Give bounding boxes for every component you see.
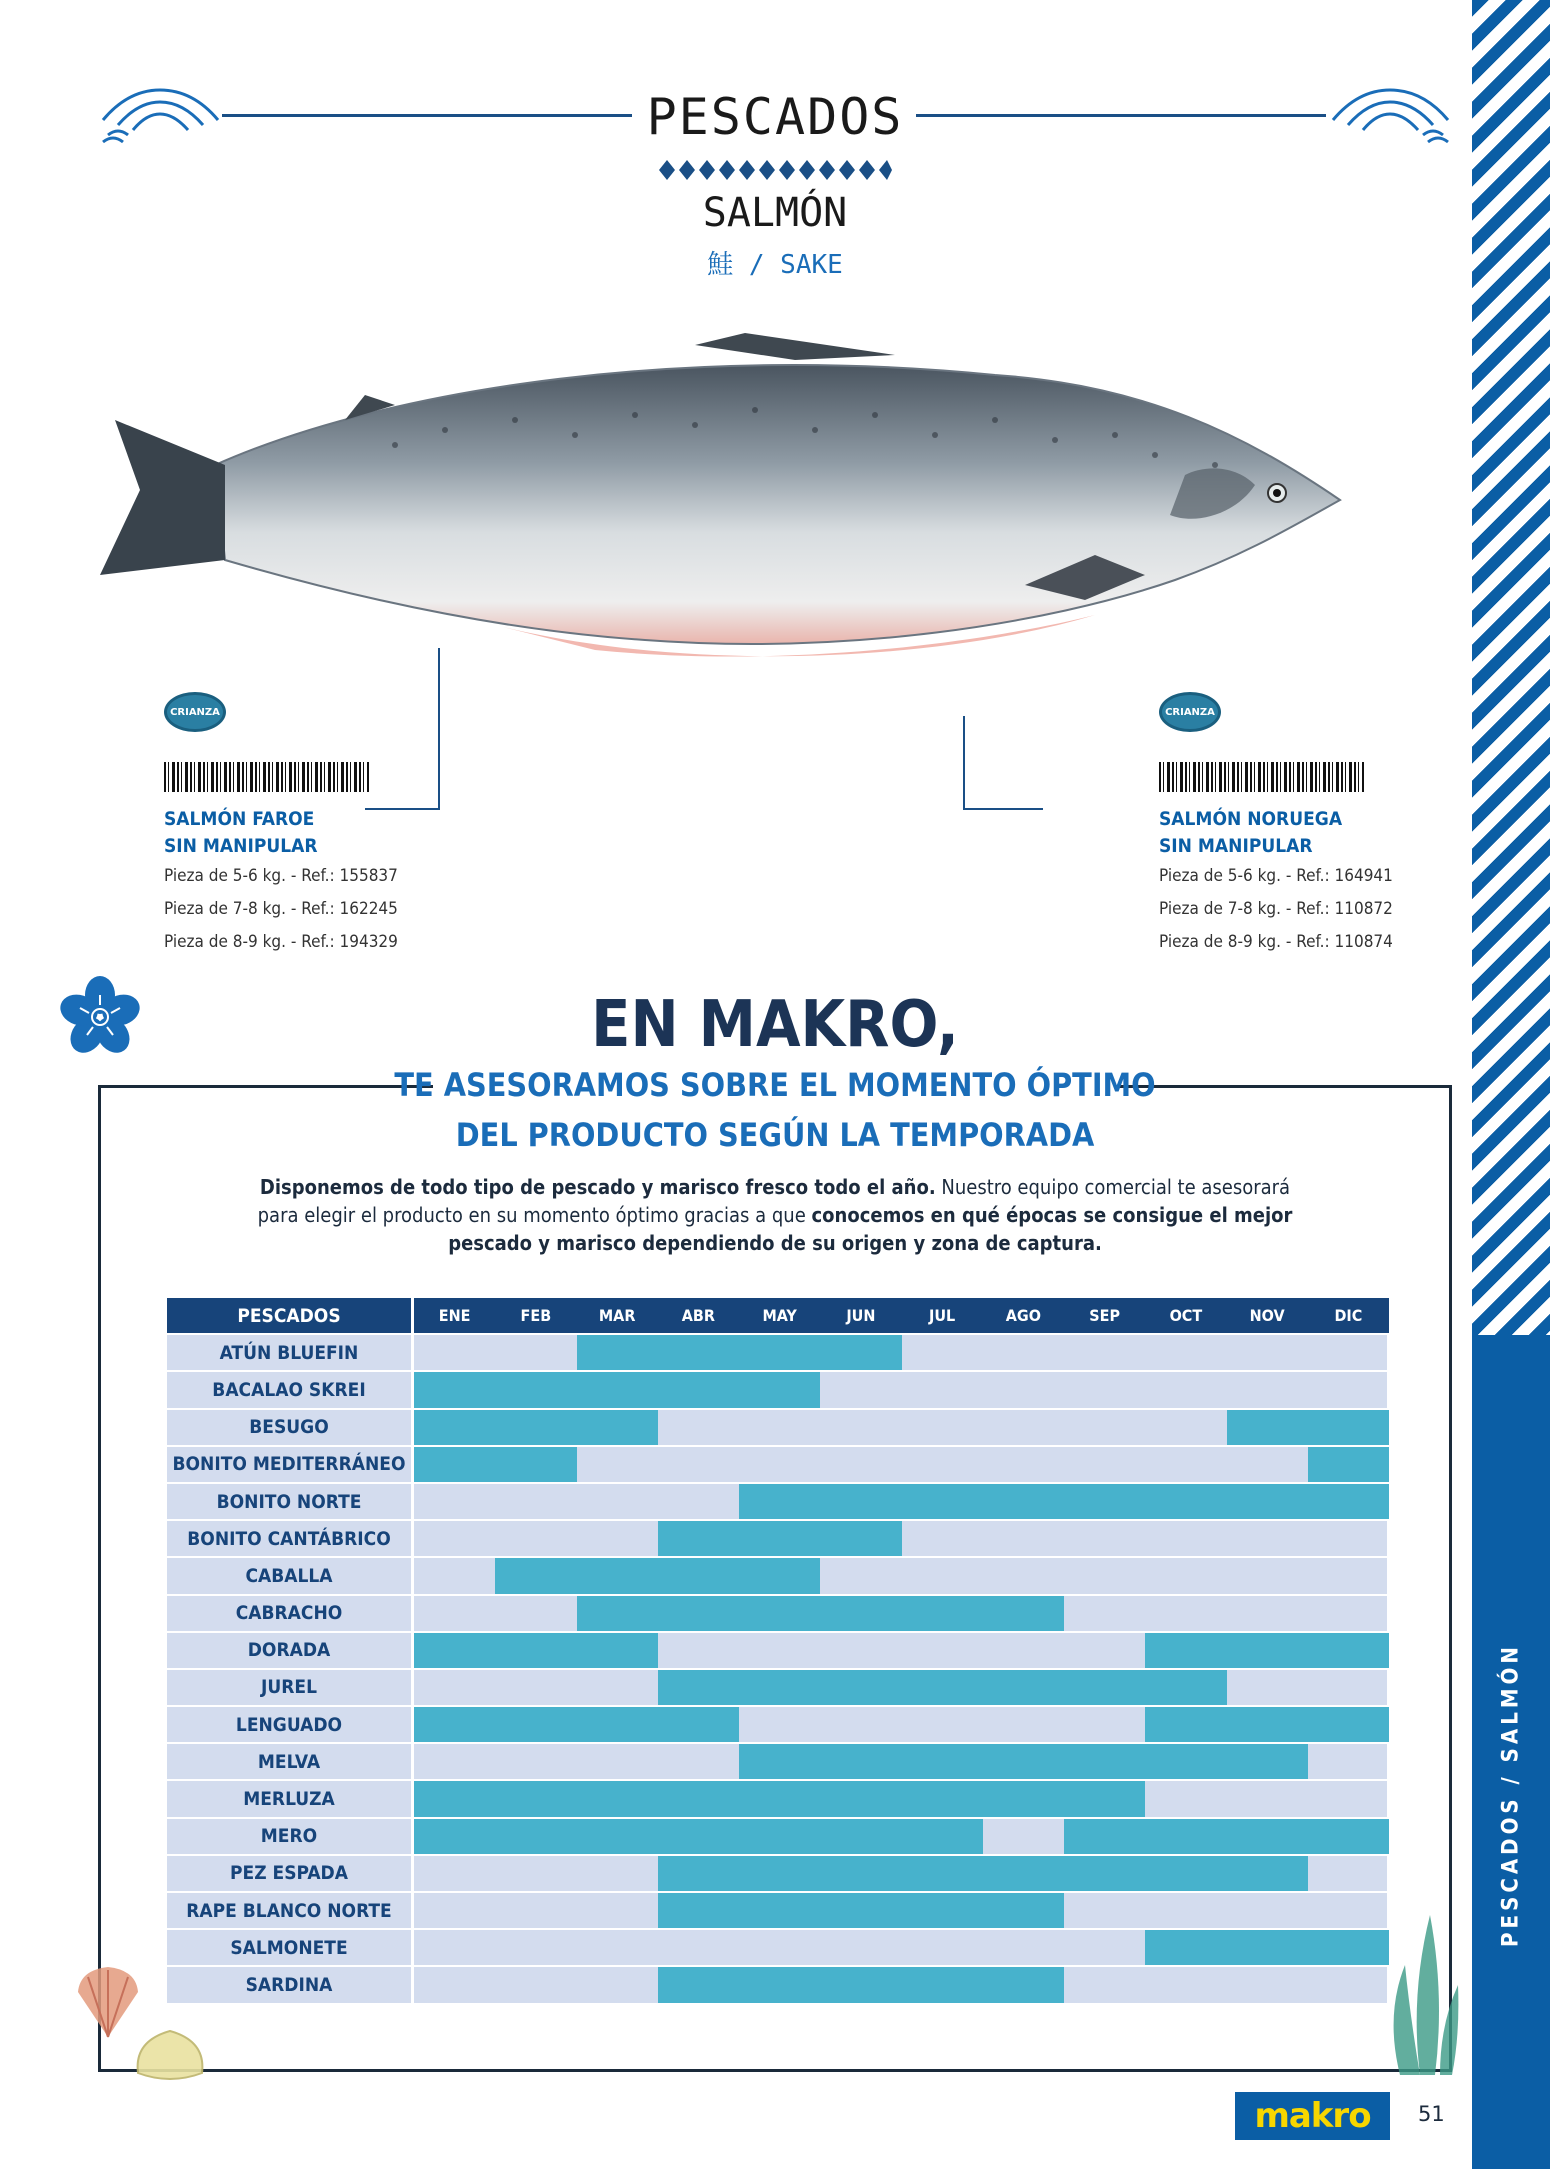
season-bar: [1227, 1410, 1390, 1445]
month-header: ENE: [414, 1298, 495, 1333]
leader-line-right: [963, 716, 1043, 810]
side-label-text: PESCADOS / SALMÓN: [1498, 1643, 1524, 1947]
product-ref: Pieza de 8-9 kg. - Ref.: 194329: [164, 932, 398, 952]
salmon-image: [95, 325, 1355, 685]
table-header-pescados: PESCADOS: [167, 1298, 411, 1333]
lead-line-1: TE ASESORAMOS SOBRE EL MOMENTO ÓPTIMO: [394, 1066, 1156, 1104]
makro-logo: [1235, 2092, 1390, 2140]
product-ref: Pieza de 7-8 kg. - Ref.: 110872: [1159, 899, 1393, 919]
diamond-icon: [658, 158, 892, 182]
season-bar: [1308, 1447, 1389, 1482]
fish-name: ATÚN BLUEFIN: [167, 1335, 411, 1370]
season-bar: [1145, 1707, 1389, 1742]
section-title: PESCADOS: [646, 88, 904, 146]
fish-name: BACALAO SKREI: [167, 1372, 411, 1407]
page-number: 51: [1418, 2102, 1445, 2126]
fish-name: BESUGO: [167, 1410, 411, 1445]
fish-name: BONITO NORTE: [167, 1484, 411, 1519]
month-header: DIC: [1308, 1298, 1389, 1333]
month-header: MAY: [739, 1298, 820, 1333]
season-bar: [414, 1707, 739, 1742]
season-bar: [495, 1558, 820, 1593]
month-header: MAR: [577, 1298, 658, 1333]
header-rule-right: [916, 114, 1326, 117]
fish-name: BONITO CANTÁBRICO: [167, 1521, 411, 1556]
season-bar: [658, 1967, 1064, 2002]
product-title: SALMÓN: [702, 190, 848, 236]
season-bar: [739, 1744, 1308, 1779]
product-name-line1: SALMÓN FAROE: [164, 808, 315, 830]
season-bar: [414, 1633, 658, 1668]
section-heading: EN MAKRO,: [591, 988, 959, 1062]
fish-name: DORADA: [167, 1633, 411, 1668]
fish-name: MERO: [167, 1819, 411, 1854]
fish-name: SARDINA: [167, 1967, 411, 2002]
season-bar: [414, 1447, 577, 1482]
product-noruega: [1159, 692, 1459, 959]
barcode-icon: [164, 762, 369, 792]
month-header: FEB: [495, 1298, 576, 1333]
intro-bold-1: Disponemos de todo tipo de pescado y marisco fresco todo el año.: [259, 1175, 936, 1199]
crianza-badge-icon: CRIANZA: [164, 692, 226, 732]
month-header: JUN: [820, 1298, 901, 1333]
product-ref: Pieza de 5-6 kg. - Ref.: 155837: [164, 866, 398, 886]
fish-name: CABRACHO: [167, 1596, 411, 1631]
seaweed-icon: [1380, 1895, 1465, 2075]
intro-text: [240, 1173, 1310, 1257]
product-name-line2: SIN MANIPULAR: [1159, 835, 1313, 857]
month-header: ABR: [658, 1298, 739, 1333]
product-faroe: [164, 692, 464, 959]
fish-name: MERLUZA: [167, 1781, 411, 1816]
season-bar: [1145, 1930, 1389, 1965]
season-bar: [577, 1596, 1065, 1631]
fish-name: PEZ ESPADA: [167, 1856, 411, 1891]
wave-icon: [1328, 80, 1453, 150]
intro-bold-2: conocemos en qué épocas se consigue el mejor pescado y marisco dependiendo de su origen y zona de captura.: [448, 1203, 1293, 1255]
fish-name: CABALLA: [167, 1558, 411, 1593]
month-header: NOV: [1227, 1298, 1308, 1333]
lead-line-2: DEL PRODUCTO SEGÚN LA TEMPORADA: [455, 1116, 1095, 1154]
season-bar: [414, 1819, 983, 1854]
season-bar: [658, 1856, 1308, 1891]
season-bar: [414, 1781, 1145, 1816]
fish-name: MELVA: [167, 1744, 411, 1779]
japanese-title: 鮭 / SAKE: [707, 250, 843, 280]
side-label: [1472, 1335, 1550, 2169]
season-bar: [577, 1335, 902, 1370]
season-bar: [658, 1670, 1227, 1705]
intro-normal-1: Nuestro equipo comercial te asesorará para elegir el producto en su momento óptimo gracias a que: [257, 1175, 1291, 1227]
makro-logo-text: makro: [1254, 2096, 1371, 2136]
shell-icon: [130, 2025, 210, 2087]
month-header: SEP: [1064, 1298, 1145, 1333]
product-ref: Pieza de 5-6 kg. - Ref.: 164941: [1159, 866, 1393, 886]
season-bar: [414, 1372, 820, 1407]
month-header: AGO: [983, 1298, 1064, 1333]
month-header: OCT: [1145, 1298, 1226, 1333]
fish-name: JUREL: [167, 1670, 411, 1705]
product-ref: Pieza de 8-9 kg. - Ref.: 110874: [1159, 932, 1393, 952]
barcode-icon: [1159, 762, 1364, 792]
season-bar: [414, 1410, 658, 1445]
crianza-badge-icon: CRIANZA: [1159, 692, 1221, 732]
season-bar: [1145, 1633, 1389, 1668]
season-bar: [739, 1484, 1389, 1519]
fish-name: SALMONETE: [167, 1930, 411, 1965]
product-ref: Pieza de 7-8 kg. - Ref.: 162245: [164, 899, 398, 919]
product-name-line2: SIN MANIPULAR: [164, 835, 318, 857]
fish-name: LENGUADO: [167, 1707, 411, 1742]
fish-name: RAPE BLANCO NORTE: [167, 1893, 411, 1928]
fish-name: BONITO MEDITERRÁNEO: [167, 1447, 411, 1482]
product-name-line1: SALMÓN NORUEGA: [1159, 808, 1343, 830]
season-bar: [1064, 1819, 1389, 1854]
season-bar: [658, 1893, 1064, 1928]
season-bar: [658, 1521, 902, 1556]
month-header: JUL: [902, 1298, 983, 1333]
